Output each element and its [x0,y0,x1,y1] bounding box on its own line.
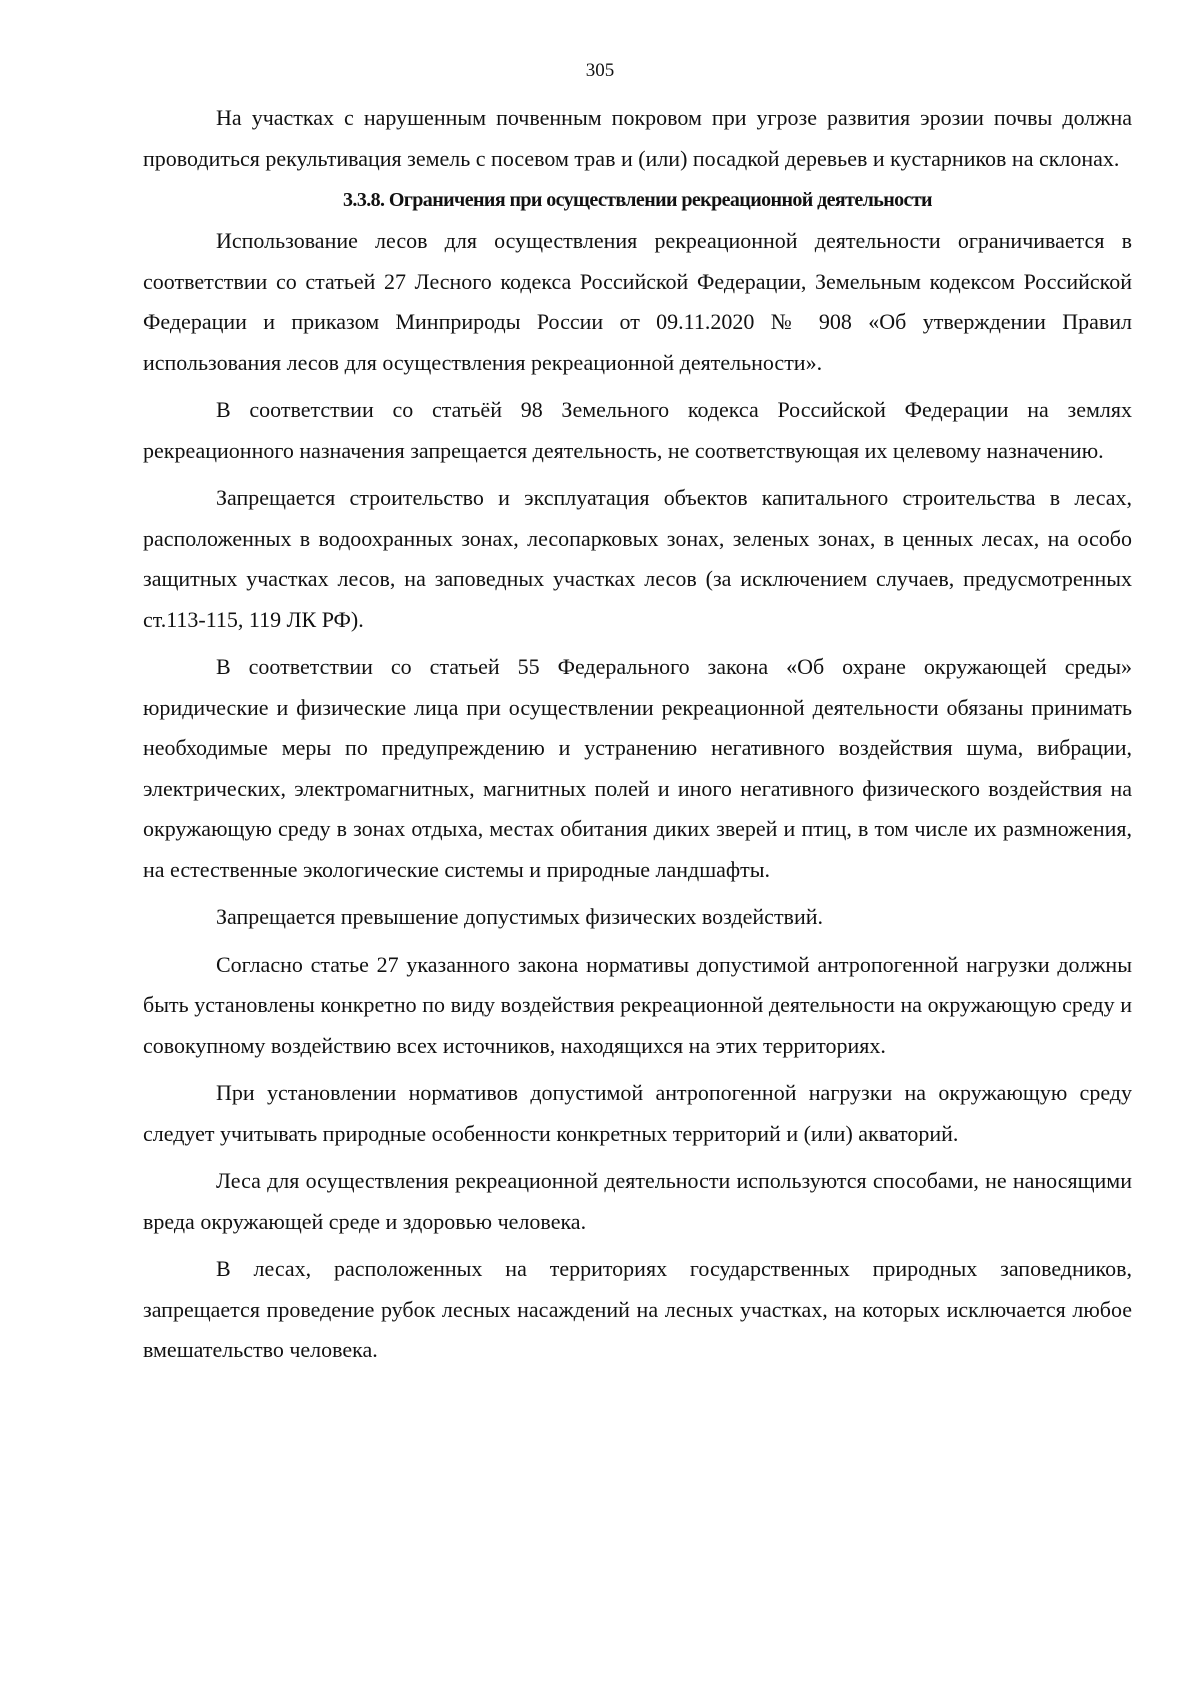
paragraph-recreation-restrictions: Использование лесов для осуществления рекреационной деятельности ограничивается в соответствии со статьей 27 Лесного кодекса Российской Федерации, Земельным кодексом Российской Федерации и приказом Минприроды России от 09.11.2020 № 908 «Об утверждении Правил использования лесов для осуществления рекреационной деятельности». [143,228,1132,375]
paragraph-physical-impact: Запрещается превышение допустимых физических воздействий. [216,904,823,929]
paragraph-forest-use: Леса для осуществления рекреационной деятельности используются способами, не наносящими вреда окружающей среде и здоровью человека. [143,1168,1132,1234]
paragraph-construction-ban: Запрещается строительство и эксплуатация объектов капитального строительства в лесах, расположенных в водоохранных зонах, лесопарковых зонах, зеленых зонах, в ценных лесах, на особо защитных участках лесов, на заповедных участках лесов (за исключением случаев, предусмотренных ст.113-115, 119 ЛК РФ). [143,485,1132,632]
paragraph-natural-features: При установлении нормативов допустимой антропогенной нагрузки на окружающую среду следует учитывать природные особенности конкретных территорий и (или) акваторий. [143,1080,1132,1146]
paragraph-land-code: В соответствии со статьёй 98 Земельного кодекса Российской Федерации на землях рекреационного назначения запрещается деятельность, не соответствующая их целевому назначению. [143,397,1132,463]
paragraph-reserves: В лесах, расположенных на территориях государственных природных заповедников, запрещается проведение рубок лесных насаждений на лесных участках, на которых исключается любое вмешательство человека. [143,1256,1132,1362]
intro-paragraph: На участках с нарушенным почвенным покровом при угрозе развития эрозии почвы должна проводиться рекультивация земель с посевом трав и (или) посадкой деревьев и кустарников на склонах. [143,105,1132,171]
paragraph-environment-law: В соответствии со статьей 55 Федерального закона «Об охране окружающей среды» юридические и физические лица при осуществлении рекреационной деятельности обязаны принимать необходимые меры по предупреждению и устранению негативного воздействия шума, вибрации, электрических, электромагнитных, магнитных полей и иного негативного физического воздействия на окружающую среду в зонах отдыха, местах обитания диких зверей и птиц, в том числе их размножения, на естественные экологические системы и природные ландшафты. [143,654,1132,882]
paragraph-load-norms: Согласно статье 27 указанного закона нормативы допустимой антропогенной нагрузки должны быть установлены конкретно по виду воздействия рекреационной деятельности на окружающую среду и совокупному воздействию всех источников, находящихся на этих территориях. [143,951,1132,1058]
page-number: 305 [585,60,615,81]
section-heading: 3.3.8. Ограничения при осуществлении рекреационной деятельности [343,189,932,211]
page-content [143,98,1132,1371]
